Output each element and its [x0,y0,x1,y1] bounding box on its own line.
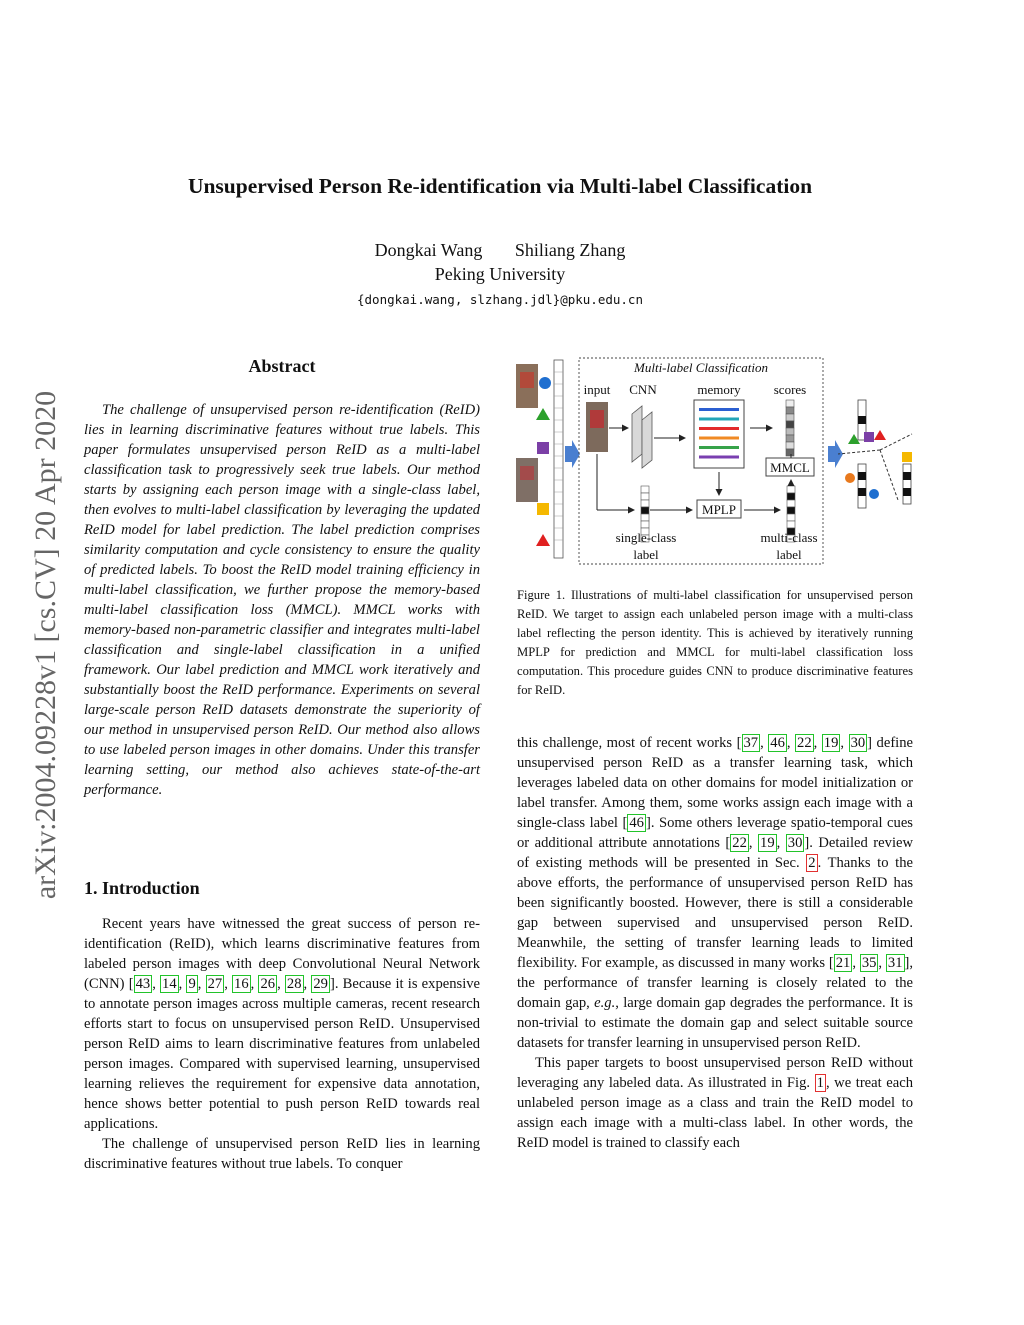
citation-link[interactable]: 43 [135,976,151,992]
score-cell [786,435,794,442]
scores-bar [786,400,794,456]
citation-link[interactable]: 35 [861,955,877,971]
citation-link[interactable]: 37 [743,735,759,751]
figure-reference-link[interactable]: 1 [816,1075,824,1091]
red-triangle-icon [536,534,550,546]
score-cell [786,400,794,407]
multi-label-cell [787,493,795,500]
multi-label-cell [787,486,795,493]
output-arrow-icon [828,440,843,468]
single-label-cell [641,521,649,528]
citation-link[interactable]: 28 [286,976,302,992]
citation-link[interactable]: 16 [234,976,249,992]
memory-stripe [699,456,739,459]
author-list [0,240,1000,261]
yellow-square-icon [537,503,549,515]
cluster-visualization [838,400,912,508]
label-scores: scores [773,382,807,397]
memory-stripe [699,408,739,411]
label-multi-class: multi-class [760,530,818,545]
figure-1-diagram [510,350,920,572]
label-single-class-label: label [633,547,659,562]
citation-link[interactable]: 19 [760,835,775,851]
citation-link[interactable]: 46 [770,735,785,751]
orange-circle-icon [845,473,855,483]
multi-label-cell [787,500,795,507]
citation-link[interactable]: 19 [823,735,839,751]
paper-title: Unsupervised Person Re-identification via Multi-label Classification [187,174,813,198]
citation-link[interactable]: 22 [797,735,812,751]
label-cnn: CNN [629,382,657,397]
label-multi-class-label: label [776,547,802,562]
score-cell [786,449,794,456]
single-label-cell [641,493,649,500]
citation-link[interactable]: 22 [732,835,747,851]
single-label-cell [641,486,649,493]
introduction-left-column [84,914,480,1174]
abstract-heading: Abstract [248,356,316,376]
memory-stripe [699,437,739,440]
red-triangle-icon [874,430,886,440]
intro-paragraph-2: The challenge of unsupervised person ReID lies in learning discriminative features without true labels. To conquer [84,1136,480,1172]
score-cell [786,407,794,414]
label-single-class: single-class [615,530,677,545]
score-cell [786,442,794,449]
blue-circle-icon [869,489,879,499]
input-arrow-icon [565,440,580,468]
label-mplp: MPLP [702,502,736,517]
author-email: {dongkai.wang, slzhang.jdl}@pku.edu.cn [357,292,643,307]
arxiv-identifier: arXiv:2004.09228v1 [cs.CV] 20 Apr 2020 [29,390,62,900]
label-input: input [583,382,611,397]
citation-link[interactable]: 9 [188,976,196,992]
purple-square-icon [537,442,549,454]
intro-paragraph-1: Recent years have witnessed the great success of person re-identification (ReID), which learns discriminative features from labeled person images with deep Convolutional Neural Network (CNN) [ 43 , 14 , 9 , 27 , 16 , 26 , 28 , 29 ]. Because it is expensive to annotate person images across multiple cameras, recent research efforts start to focus on unsupervised person ReID. Unsupervised person ReID aims to learn discriminative features from unlabeled person images. Compared with supervised learning, unsupervised learning relieves the requirement for expensive data annotation, hence shows better potential to push person ReID towards real applications. [84,916,481,1132]
citation-link[interactable]: 27 [207,976,223,992]
score-cell [786,421,794,428]
author-2: Shiliang Zhang [514,240,626,260]
citation-link[interactable]: 29 [313,976,328,992]
label-mmcl: MMCL [770,460,810,475]
citation-link[interactable]: 30 [850,735,866,751]
single-label-cell [641,507,649,514]
multi-label-cell [787,521,795,528]
citation-link[interactable]: 31 [887,955,903,971]
citation-link[interactable]: 46 [629,815,644,831]
green-triangle-icon [536,408,550,420]
intro-paragraph-2-continued: this challenge, most of recent works [ 37 , 46 , 22 , 19 , 30 ] define unsupervised person ReID as a transfer learning task, which leverages labeled data on other domains for model initialization or label transfer. Among them, some works assign each image with a single-class label [ 46 ]. Some others leverage spatio-temporal cues or additional attribute annotations [ 22 , 19 , 30 ]. Detailed review of existing methods will be presented in Sec. 2 . Thanks to the above efforts, the performance of unsupervised person ReID has been significantly boosted. However, there is still a considerable gap between supervised and unsupervised person ReID. Meanwhile, the setting of transfer learning leads to limited flexibility. For example, as discussed in many works [ 21 , 35 , 31 ], the performance of transfer learning is closely related to the domain gap, e.g., large domain gap degrades the performance. It is non-trivial to estimate the domain gap and select suitable source datasets for transfer learning in unsupervised person ReID. [517,735,914,1051]
cnn-block [632,406,642,462]
score-cell [786,414,794,421]
citation-link[interactable]: 26 [260,976,276,992]
score-cell [786,428,794,435]
blue-circle-icon [539,377,551,389]
author-1: Dongkai Wang [374,240,483,260]
introduction-right-column [517,733,913,1153]
memory-stripe [699,446,739,449]
introduction-heading: 1. Introduction [84,878,200,898]
citation-link[interactable]: 14 [162,976,177,992]
memory-stripe [699,418,739,421]
intro-paragraph-3: This paper targets to boost unsupervised person ReID without leveraging any labeled data. As illustrated in Fig. 1 , we treat each unlabeled person image as a class and train the ReID model to assign each image with a multi-class label. In other words, the ReID model is trained to classify each [517,1055,913,1151]
affiliation: Peking University [434,264,566,284]
figure-1-caption: Figure 1. Illustrations of multi-label classification for unsupervised person ReID. We target to assign each unlabeled person image with a multi-class label reflecting the person identity. This is achieved by iteratively running MPLP for prediction and MMCL for multi-label classification loss computation. This procedure guides CNN to produce discriminative features for ReID. [517,588,913,697]
citation-link[interactable]: 30 [787,835,803,851]
memory-stripe [699,427,739,430]
box-title: Multi-label Classification [634,360,768,375]
multi-label-cell [787,514,795,521]
citation-link[interactable]: 21 [835,955,851,971]
single-label-cell [641,500,649,507]
label-memory: memory [697,382,741,397]
yellow-square-icon [902,452,912,462]
abstract-text: The challenge of unsupervised person re-identification (ReID) lies in learning discriminative features without true labels. This paper formulates unsupervised person ReID as a multi-label classification task to progressively seek true labels. Our method starts by assigning each person image with a single-class label, then evolves to multi-label classification by leveraging the updated ReID model for label prediction. The label prediction comprises similarity computation and cycle consistency to ensure the quality of predicted labels. To boost the ReID model training efficiency in multi-label classification, we further propose the memory-based multi-label classification loss (MMCL). MMCL works with memory-based non-parametric classifier and integrates multi-label classification and single-label classification in a unified framework. Our label prediction and MMCL work iteratively and substantially boost the ReID performance. Experiments on several large-scale person ReID datasets demonstrate the superiority of our method in unsupervised person ReID. Our method also allows to use labeled person images in other domains. Under this transfer learning setting, our method also achieves state-of-the-art performance. [84,402,480,798]
section-reference-link[interactable]: 2 [808,855,816,871]
multi-label-cell [787,507,795,514]
purple-square-icon [864,432,874,442]
single-label-cell [641,514,649,521]
